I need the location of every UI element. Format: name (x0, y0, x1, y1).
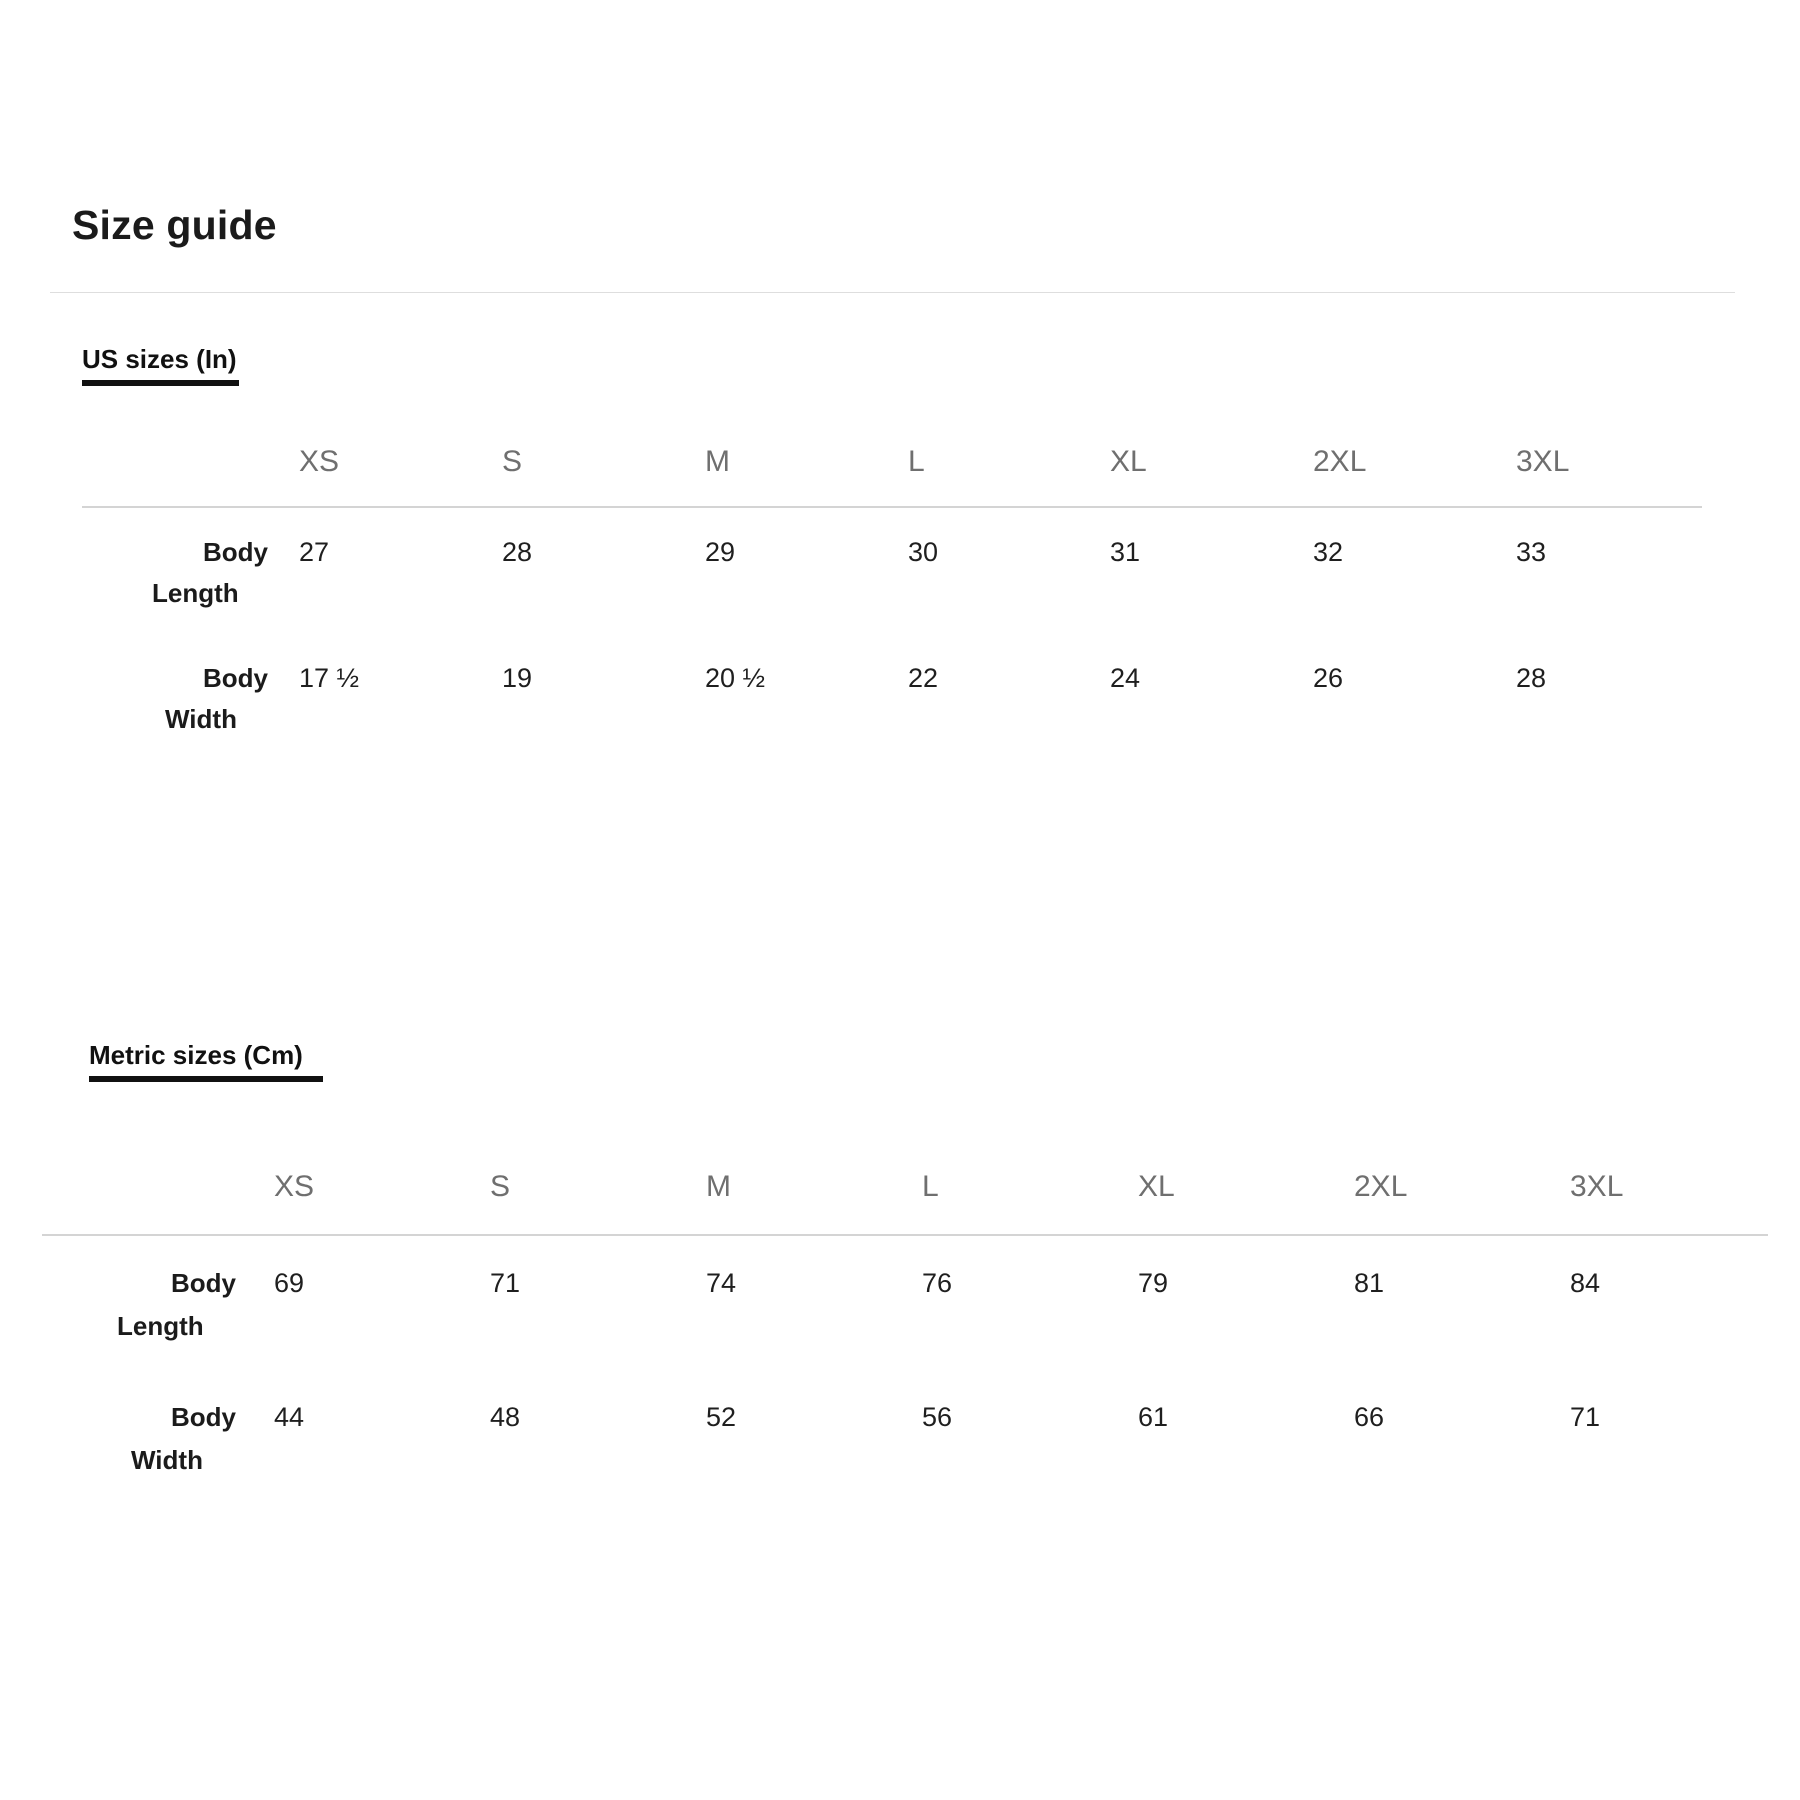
tab-metric-sizes-underline (89, 1076, 323, 1082)
table-cell: 33 (1516, 537, 1547, 567)
metric-size-header-s: S (490, 1170, 511, 1203)
table-cell: 52 (706, 1402, 737, 1432)
table-cell: 66 (1354, 1402, 1385, 1432)
row-label-line1: Body (203, 537, 268, 567)
table-cell: 76 (922, 1268, 953, 1298)
table-cell: 30 (908, 537, 939, 567)
us-size-header-xl: XL (1110, 445, 1147, 478)
table-cell: 22 (908, 663, 939, 693)
table-cell: 84 (1570, 1268, 1601, 1298)
us-size-header-m: M (705, 445, 730, 478)
us-size-header-l: L (908, 445, 925, 478)
metric-size-header-l: L (922, 1170, 939, 1203)
table-cell: 32 (1313, 537, 1344, 567)
us-header-rule (82, 506, 1702, 508)
metric-header-rule (42, 1234, 1768, 1236)
tab-metric-sizes[interactable]: Metric sizes (Cm) (89, 1040, 303, 1070)
row-label-line1: Body (203, 663, 268, 693)
title-divider (50, 292, 1735, 293)
metric-size-header-xl: XL (1138, 1170, 1175, 1203)
table-cell: 44 (274, 1402, 305, 1432)
table-cell: 24 (1110, 663, 1141, 693)
table-cell: 28 (1516, 663, 1547, 693)
row-label-line2: Width (131, 1445, 203, 1475)
page-title: Size guide (72, 202, 277, 248)
us-size-header-s: S (502, 445, 523, 478)
row-label-line2: Length (152, 578, 239, 608)
metric-size-header-m: M (706, 1170, 731, 1203)
table-cell: 69 (274, 1268, 305, 1298)
table-cell: 28 (502, 537, 533, 567)
table-cell: 29 (705, 537, 736, 567)
row-label-line1: Body (171, 1402, 236, 1432)
table-cell: 17 ½ (299, 663, 360, 693)
table-cell: 79 (1138, 1268, 1169, 1298)
row-label-line2: Width (165, 704, 237, 734)
table-cell: 71 (1570, 1402, 1601, 1432)
table-cell: 74 (706, 1268, 737, 1298)
table-cell: 81 (1354, 1268, 1385, 1298)
table-cell: 56 (922, 1402, 953, 1432)
table-cell: 71 (490, 1268, 521, 1298)
table-cell: 31 (1110, 537, 1141, 567)
table-cell: 61 (1138, 1402, 1169, 1432)
row-label-line1: Body (171, 1268, 236, 1298)
us-size-header-xs: XS (299, 445, 340, 478)
us-size-header-3xl: 3XL (1516, 445, 1570, 478)
tab-us-sizes[interactable]: US sizes (In) (82, 344, 237, 374)
table-cell: 27 (299, 537, 330, 567)
table-cell: 26 (1313, 663, 1344, 693)
us-size-header-2xl: 2XL (1313, 445, 1367, 478)
tab-us-sizes-underline (82, 380, 239, 386)
row-label-line2: Length (117, 1311, 204, 1341)
table-cell: 48 (490, 1402, 521, 1432)
table-cell: 19 (502, 663, 533, 693)
metric-size-header-2xl: 2XL (1354, 1170, 1408, 1203)
metric-size-header-xs: XS (274, 1170, 315, 1203)
table-cell: 20 ½ (705, 663, 766, 693)
metric-size-header-3xl: 3XL (1570, 1170, 1624, 1203)
